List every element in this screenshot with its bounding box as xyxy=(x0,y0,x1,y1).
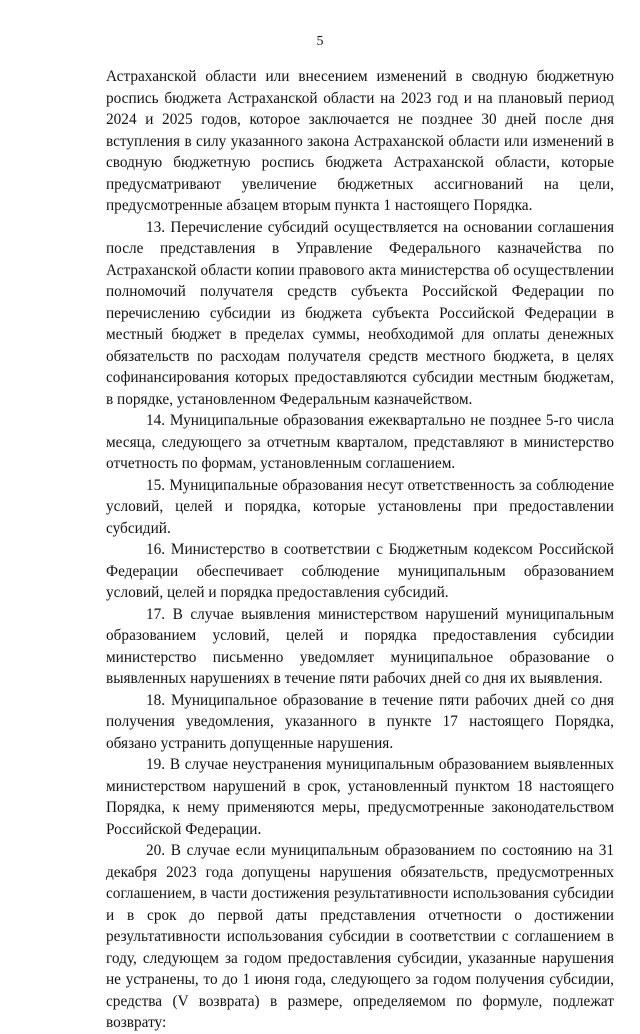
paragraph-14: 14. Муниципальные образования ежеквартально не позднее 5-го числа месяца, следующего за отчетным кварталом, представляют в министерство отчетность по формам, установленным соглашением. xyxy=(106,412,614,472)
paragraph-15: 15. Муниципальные образования несут ответственность за соблюдение условий, целей и порядка, которые установлены при предоставлении субсидий. xyxy=(106,476,614,537)
paragraph-continuation: Астраханской области или внесением изменений в сводную бюджетную роспись бюджета Астраханской области на 2023 год и на плановый период 2024 и 2025 годов, которое заключается не позднее 30 дней после дня вступления в силу указанного закона Астраханской области или изменений в сводную бюджетную роспись бюджета Астраханской области, которые предусматривают увеличение бюджетных ассигнований на цели, предусмотренные абзацем вторым пункта 1 настоящего Порядка. xyxy=(106,68,614,214)
page-number: 5 xyxy=(316,34,324,49)
paragraph-18: 18. Муниципальное образование в течение пяти рабочих дней со дня получения уведомления, указанного в пункте 17 настоящего Порядка, обязано устранить допущенные нарушения. xyxy=(106,691,614,752)
document-body xyxy=(106,66,614,1034)
paragraph-13: 13. Перечисление субсидий осуществляется на основании соглашения после представления в Управление Федерального казначейства по Астраханской области копии правового акта министерства об осуществлении полномочий получателя средств субъекта Российской Федерации по перечислению субсидии из бюджета субъекта Российской Федерации в местный бюджет в пределах суммы, необходимой для оплаты денежных обязательств по расходам получателя средств местного бюджета, в целях софинансирования которых предоставляются субсидии местным бюджетам, в порядке, установленном Федеральным казначейством. xyxy=(106,218,614,408)
paragraph-17: 17. В случае выявления министерством нарушений муниципальным образованием условий, целей и порядка предоставления субсидии министерство письменно уведомляет муниципальное образование о выявленных нарушениях в течение пяти рабочих дней со дня их выявления. xyxy=(106,605,614,687)
paragraph-16: 16. Министерство в соответствии с Бюджетным кодексом Российской Федерации обеспечивает соблюдение муниципальным образованием условий, целей и порядка предоставления субсидий. xyxy=(106,541,614,601)
paragraph-20: 20. В случае если муниципальным образованием по состоянию на 31 декабря 2023 года допущены нарушения обязательств, предусмотренных соглашением, в части достижения результативности использования субсидии и в срок до первой даты представления отчетности о достижении результативности использования субсидии в соответствии с соглашением в году, следующем за годом предоставления субсидии, указанные нарушения не устранены, то до 1 июня года, следующего за годом получения субсидии, средства (V возврата) в размере, определяемом по формуле, подлежат возврату: xyxy=(106,842,614,1031)
paragraph-19: 19. В случае неустранения муниципальным образованием выявленных министерством нарушений в срок, установленный пунктом 18 настоящего Порядка, к нему применяются меры, предусмотренные законодательством Российской Федерации. xyxy=(106,756,614,838)
